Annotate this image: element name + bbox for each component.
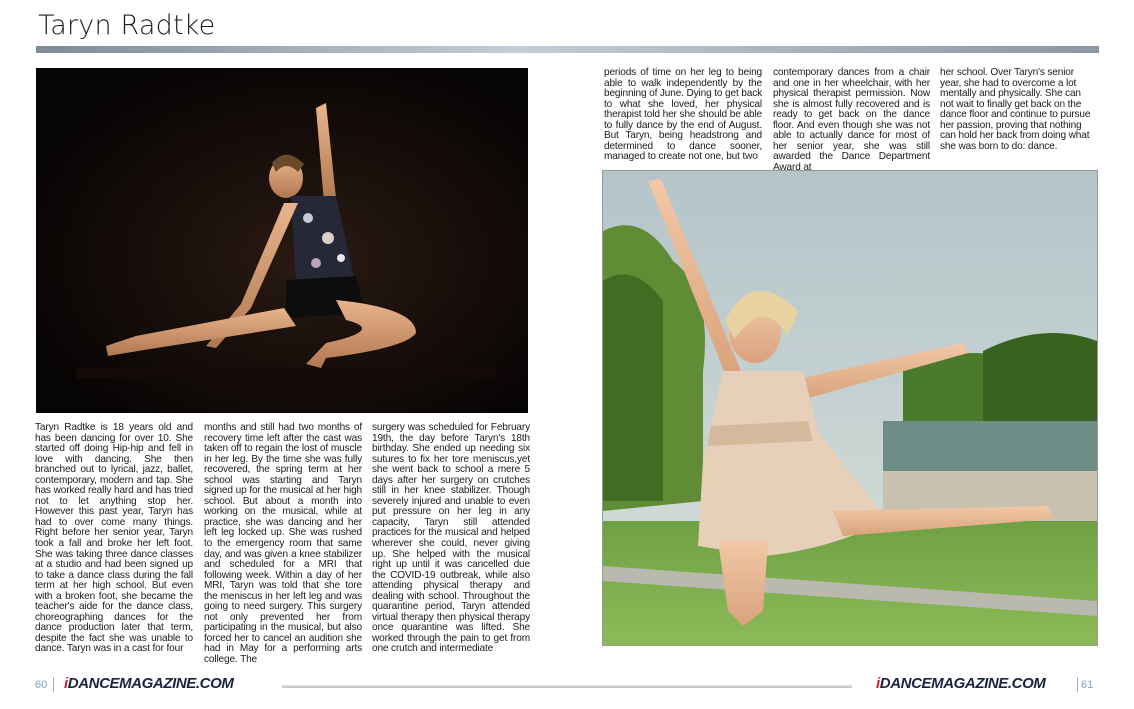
- logo-wordmark: DANCEMAGAZINE.COM: [879, 675, 1046, 692]
- page-number-right: 61: [1081, 679, 1094, 691]
- logo-i-mark: i: [876, 675, 880, 692]
- logo-wordmark: DANCEMAGAZINE.COM: [67, 675, 234, 692]
- page-title: Taryn Radtke: [38, 10, 216, 41]
- page-number-left: 60: [35, 679, 48, 691]
- magazine-logo-left[interactable]: [64, 675, 233, 692]
- article-column-3: surgery was scheduled for February 19th, the day before Taryn's 18th birthday. She ended up needing six sutures to fix her tore meniscus,yet she went back to school a mere 5 days after her surgery on crutches still in her knee stabilizer. Though severely injured and unable to even put pressure on her leg in any capacity, Taryn still attended practices for the musical and helped wherever she could, never giving up. She helped with the musical right up until it was cancelled due the COVID-19 outbreak, while also attending physical therapy and dealing with school. Throughout the quarantine period, Taryn attended virtual therapy then physical therapy once quarantine was lifted. She worked through the pain to get from one crutch and intermediate: [372, 422, 530, 655]
- magazine-logo-right[interactable]: [876, 675, 1045, 692]
- logo-i-mark: i: [64, 675, 68, 692]
- article-column-5: contemporary dances from a chair and one in her wheelchair, with her physical therapist permission. Now she is almost fully recovered and is ready to get back on the dance floor. And even though she was not able to actually dance for most of her senior year, she was still awarded the Dance Department Award at: [773, 67, 930, 173]
- dancer-stage-photo: [36, 68, 528, 413]
- page-number-divider: [1077, 677, 1078, 692]
- title-divider: [36, 46, 1099, 53]
- page-footer: [0, 670, 1134, 700]
- article-column-4: periods of time on her leg to being able to walk independently by the beginning of June. Dying to get back to what she loved, her physical therapist told her she should be able to fully dance by the end of August. But Taryn, being headstrong and determined to dance sooner, managed to create not one, but two: [604, 67, 762, 163]
- footer-divider: [282, 685, 852, 688]
- article-column-6: her school. Over Taryn's senior year, she had to overcome a lot mentally and physically. She can not wait to finally get back on the dance floor and continue to pursue her passion, proving that nothing can hold her back from doing what she was born to do: dance.: [940, 67, 1091, 152]
- article-column-1: Taryn Radtke is 18 years old and has been dancing for over 10. She started off doing Hip-hip and fell in love with dancing. She then branched out to lyrical, jazz, ballet, contemporary, modern and tap. She has worked really hard and has tried not to let anything stop her. However this past year, Taryn has had to over come many things. Right before her senior year, Taryn took a fall and broke her left foot. She was taking three dance classes at a studio and had been signed up to take a dance class during the fall term at her high school. But even with a broken foot, she became the teacher's aide for the dance class, choreographing dances for the dance production later that term, despite the fact she was unable to dance. Taryn was in a cast for four: [35, 422, 193, 655]
- dancer-jump-photo: [603, 171, 1097, 645]
- article-column-2: months and still had two months of recovery time left after the cast was taken off to regain the lost of muscle in her leg. By the time she was fully recovered, the spring term at her school was starting and Taryn signed up for the musical at her high school. But about a month into working on the musical, while at practice, she was dancing and her left leg locked up. She was rushed to the emergency room that same day, and was given a knee stabilizer and scheduled for a MRI that following week. Within a day of her MRI, Taryn was told that she tore the meniscus in her left leg and was going to need surgery. This surgery not only prevented her from participating in the musical, but also forced her to cancel an audition she had in May for a performing arts college. The: [204, 422, 362, 666]
- page-number-divider: [53, 677, 54, 692]
